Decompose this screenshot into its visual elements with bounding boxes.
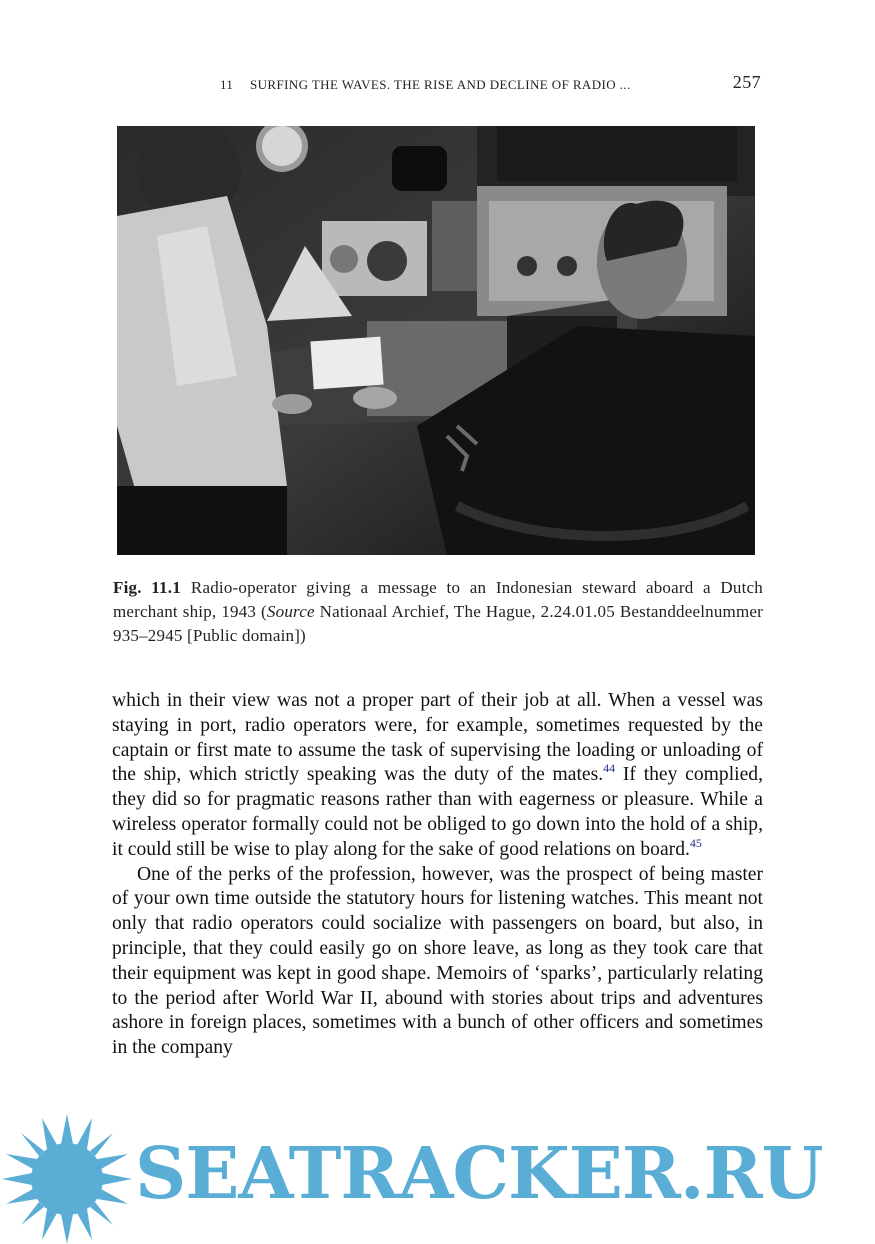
chapter-number: 11 [220,77,234,92]
watermark [0,1108,875,1241]
figure-caption [113,576,763,648]
running-header [220,74,765,94]
caption-text: Radio-operator giving a message to an Indonesian steward aboard a Dutch merchant ship, 1943 ( [113,578,763,621]
paragraph [112,863,763,1061]
figure-photo [117,126,755,555]
watermark-text: SEATRACKER.RU [135,1131,823,1215]
caption-source-word: Source [266,602,315,621]
chapter-title: SURFING THE WAVES. THE RISE AND DECLINE OF RADIO ... [250,77,631,92]
photo-illustration [117,126,755,555]
paragraph-text: If they complied, they did so for pragmatic reasons rather than with eagerness or pleasure. While a wireless operator formally could not be obliged to go down into the hold of a ship, it could still be wise to play along for the sake of good relations on board. [112,764,763,860]
sun-logo-icon [2,1114,132,1244]
paragraph-text: which in their view was not a proper part of their job at all. When a vessel was staying in port, radio operators were, for example, sometimes requested by the captain or first mate to assume the task of supervising the loading or unloading of the ship, which strictly speaking was the duty of the mates. [112,690,763,786]
body-text [112,689,763,1061]
footnote-ref-44[interactable]: 44 [603,761,616,776]
footnote-ref-45[interactable]: 45 [689,835,702,850]
paragraph-text: One of the perks of the profession, however, was the prospect of being master of your own time outside the statutory hours for listening watches. This meant not only that radio operators could socialize with passengers on board, but also, in principle, that they could easily go on shore leave, as long as they took care that their equipment was kept in good shape. Memoirs of ‘sparks’, particularly relating to the period after World War II, abound with stories about trips and adventures ashore in foreign places, sometimes with a bunch of other officers and sometimes in the company [112,863,763,1059]
caption-source-text: Nationaal Archief, The Hague, 2.24.01.05 Bestanddeelnummer 935–2945 [Public domain]) [113,602,763,645]
paragraph [112,689,763,863]
page-number: 257 [732,72,761,92]
figure-label: Fig. 11.1 [113,578,181,597]
